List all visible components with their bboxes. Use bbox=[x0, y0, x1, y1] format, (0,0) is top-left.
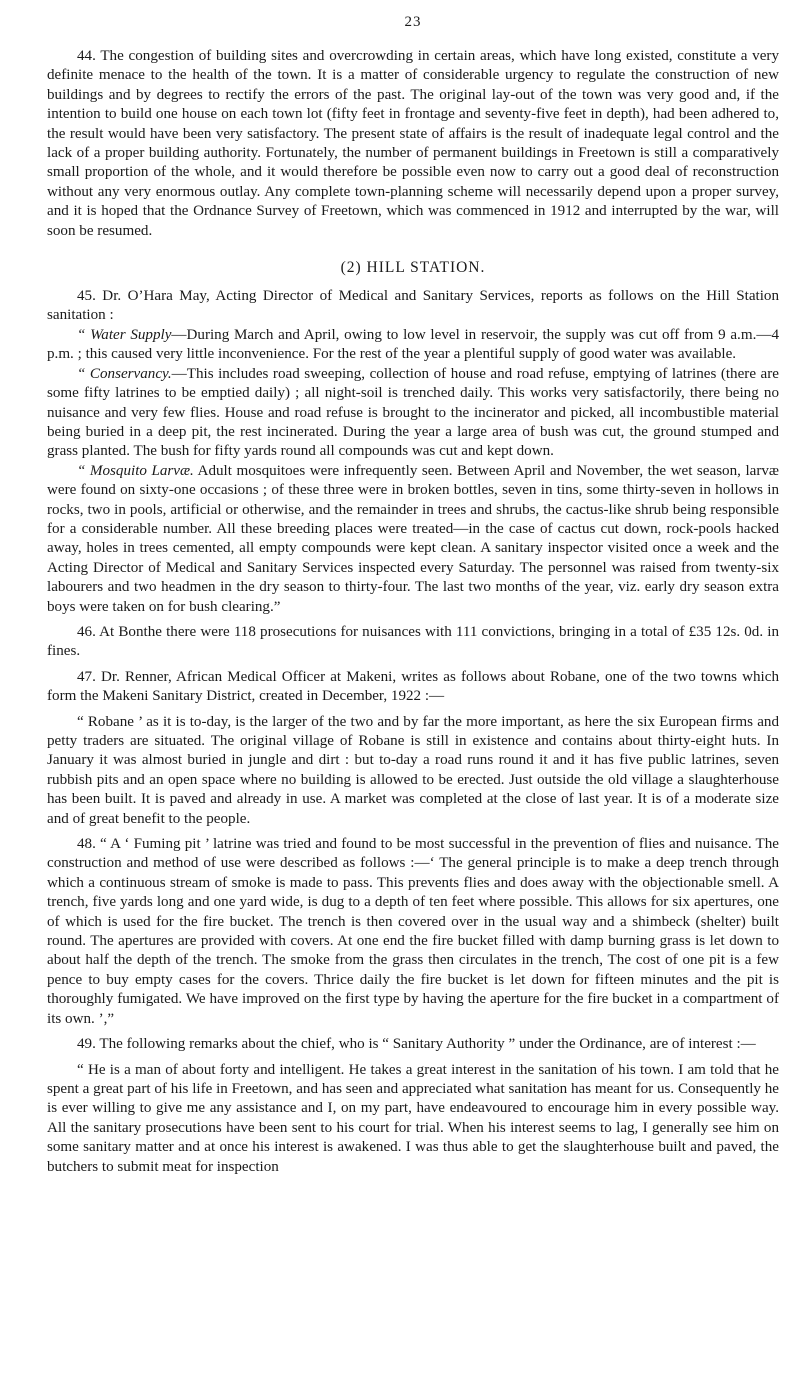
conservancy-text: —This includes road sweeping, collection of house and road refuse, emptying of latrines (there are some fifty latrines to be emptied daily) ; all night-soil is trenched daily. This works very satisfactorily, there being no nuisance and very few flies. House and road refuse is brought to the incinerator and picked, all incombustible material being buried in a deep pit, the rest incinerated. During the year a large area of bush was cut, the ground stumped and grass planted. The bush for fifty yards round all compounds was cut and kept down. bbox=[47, 365, 779, 460]
paragraph-45: 45. Dr. O’Hara May, Acting Director of Medical and Sanitary Services, reports as follows on the Hill Station sanitation : bbox=[47, 288, 779, 324]
paragraph-44: 44. The congestion of building sites and overcrowding in certain areas, which have long existed, constitute a very definite menace to the health of the town. It is a matter of considerable urgency to regulate the construction of new buildings and by degrees to rectify the errors of the past. The original lay-out of the town was very good and, if the intention to build one house on each town lot (fifty feet in frontage and seventy-five feet in depth), had been adhered to, the result would have been very satisfactory. The present state of affairs is the result of inadequate legal control and the lack of a proper building authority. Fortunately, the number of permanent buildings in Freetown is still a comparatively small proportion of the whole, and it would therefore be possible even now to carry out a good deal of reconstruction without any very enormous outlay. Any complete town-planning scheme will necessarily depend upon a proper survey, and it is hoped that the Ordnance Survey of Freetown, which was commenced in 1912 and interrupted by the war, will soon be resumed. bbox=[47, 48, 779, 239]
paragraph-robane: “ Robane ’ as it is to-day, is the larger of the two and by far the more important, as here the six European firms and petty traders are situated. The original village of Robane is still in existence and contains about thirty-eight huts. In January it was almost buried in jungle and dirt : but to-day a road runs round it and it has five public latrines, seven rubbish pits and an open space where no building is allowed to be erected. Just outside the old village a slaughterhouse has been built. It is paved and already in use. A market was completed at the close of last year. It is of a moderate size and of great benefit to the people. bbox=[47, 713, 779, 827]
paragraph-water-supply bbox=[47, 326, 779, 365]
paragraph-49: 49. The following remarks about the chief, who is “ Sanitary Authority ” under the Ordinance, are of interest :— bbox=[77, 1036, 756, 1053]
paragraph-47: 47. Dr. Renner, African Medical Officer at Makeni, writes as follows about Robane, one of the two towns which form the Makeni Sanitary District, created in December, 1922 :— bbox=[47, 668, 779, 705]
conservancy-lead: “ Conservancy. bbox=[77, 365, 172, 382]
mosquito-lead: “ Mosquito Larvæ. bbox=[77, 462, 194, 479]
water-supply-lead: “ Water Supply bbox=[77, 326, 172, 343]
water-supply-text: —During March and April, owing to low level in reservoir, the supply was cut off from 9 a.m.—4 p.m. ; this caused very little inconvenience. For the rest of the year a plentiful supply of good water was available. bbox=[47, 326, 779, 363]
paragraph-chief: “ He is a man of about forty and intelligent. He takes a great interest in the sanitation of his town. I am told that he spent a great part of his life in Freetown, and has seen and appreciated what sanitation has meant for us. Consequently he is ever willing to give me any assistance and I, on my part, have endeavoured to encourage him in every possible way. All the sanitary prosecutions have been sent to his court for trial. When his interest seems to lag, I generally see him on some sanitary matter and at once his interest is awakened. I was thus able to get the slaughterhouse built and paved, the butchers to submit meat for inspection bbox=[47, 1061, 779, 1175]
paragraph-mosquito bbox=[47, 462, 779, 617]
paragraph-46: 46. At Bonthe there were 118 prosecutions for nuisances with 111 convictions, bringing in a total of £35 12s. 0d. in fines. bbox=[47, 623, 779, 660]
section-heading-hill-station: (2) HILL STATION. bbox=[340, 259, 486, 277]
paragraph-48: 48. “ A ‘ Fuming pit ’ latrine was tried and found to be most successful in the prevention of flies and nuisance. The construction and method of use were described as follows :—‘ The general principle is to make a deep trench through which a continuous stream of smoke is made to pass. This prevents flies and does away with the objectionable smell. A trench, five yards long and one yard wide, is dug to a depth of ten feet where possible. This allows for six apertures, one of which is used for the fire bucket. The trench is then covered over in the usual way and a shimbeck (shelter) built round. The apertures are provided with covers. At one end the fire bucket filled with damp burning grass is let down to about half the depth of the trench. The smoke from the grass then circulates in the trench, The cost of one pit is a few pence to buy empty cases for the covers. Thrice daily the fire bucket is let down for fifteen minutes and the pit is thoroughly fumigated. We have improved on the first type by having the aperture for the fire bucket in a compartment of its own. ’,” bbox=[47, 836, 779, 1027]
page-number: 23 bbox=[404, 14, 422, 30]
mosquito-text: Adult mosquitoes were infrequently seen. Between April and November, the wet season, larvæ were found on sixty-one occasions ; of these three were in broken bottles, seven in tins, some thirty-seven in hollows in rocks, two in pools, artificial or otherwise, and the remainder in trees and shrubs, the cactus-like shrub being responsible for a considerable number. All these breeding places were treated—in the case of cactus cut down, rock-pools hacked away, holes in trees cemented, all empty compounds were kept clean. A sanitary inspector visited once a week and the Acting Director of Medical and Sanitary Services inspected every Saturday. The personnel was raised from twenty-six labourers and two headmen in the dry season to thirty-four. The last two months of the year, viz. early dry season extra boys were taken on for bush clearing.” bbox=[47, 462, 779, 615]
paragraph-conservancy bbox=[47, 365, 779, 462]
